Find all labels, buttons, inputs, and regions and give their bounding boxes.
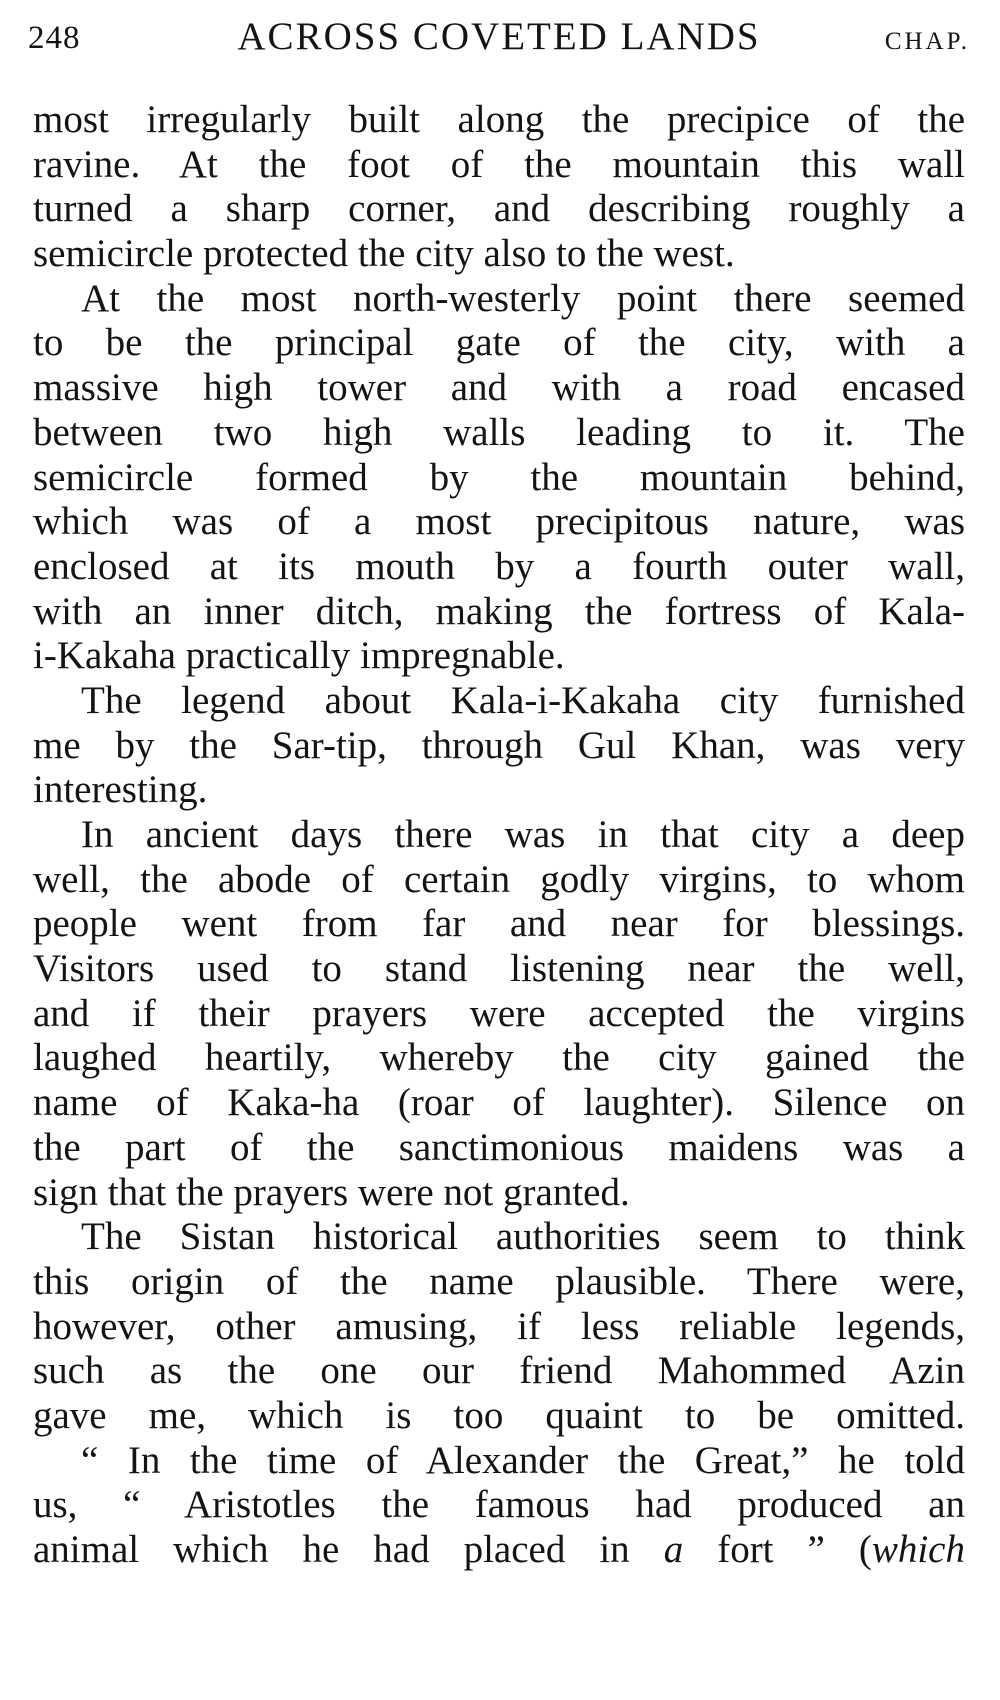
text-line: which was of a most precipitous nature, was xyxy=(33,500,965,544)
body-text xyxy=(33,98,965,1573)
chapter-label: CHAP. xyxy=(884,28,970,55)
text-line: us, “ Aristotles the famous had produced an xyxy=(33,1483,965,1527)
text-line-italic-end xyxy=(33,1528,965,1573)
text-run: animal which he had placed in xyxy=(33,1528,664,1571)
text-line: between two high walls leading to it. The xyxy=(33,410,965,454)
text-line: Visitors used to stand listening near the well, xyxy=(33,947,965,991)
text-line: the part of the sanctimonious maidens was a xyxy=(33,1125,965,1169)
text-line: me by the Sar-tip, through Gul Khan, was very xyxy=(33,723,965,767)
text-line: In ancient days there was in that city a deep xyxy=(81,813,965,856)
running-title: ACROSS COVETED LANDS xyxy=(237,15,761,58)
text-line: name of Kaka-ha (roar of laughter). Silence on xyxy=(33,1081,965,1125)
page-number: 248 xyxy=(28,20,81,56)
text-run: fort ” ( xyxy=(683,1528,872,1571)
text-line: “ In the time of Alexander the Great,” he told xyxy=(81,1438,965,1482)
text-line: The legend about Kala-i-Kakaha city furnished xyxy=(81,678,965,722)
italic-word: a xyxy=(663,1528,684,1571)
text-line: massive high tower and with a road encased xyxy=(33,366,965,410)
text-line: such as the one our friend Mahommed Azin xyxy=(33,1349,965,1393)
text-line: enclosed at its mouth by a fourth outer wall, xyxy=(33,544,965,588)
text-line: gave me, which is too quaint to be omitted. xyxy=(33,1393,965,1437)
text-line: however, other amusing, if less reliable legends, xyxy=(33,1304,965,1348)
text-line: semicircle protected the city also to the west. xyxy=(33,232,735,276)
text-line: well, the abode of certain godly virgins, to whom xyxy=(33,857,965,901)
text-line: with an inner ditch, making the fortress of Kala- xyxy=(33,589,965,633)
text-line: laughed heartily, whereby the city gained the xyxy=(33,1036,965,1080)
text-line: to be the principal gate of the city, with a xyxy=(33,321,965,365)
text-line: interesting. xyxy=(33,768,208,812)
text-line: i-Kakaha practically impregnable. xyxy=(33,634,565,678)
text-line: At the most north-westerly point there seemed xyxy=(81,276,965,320)
text-line: ravine. At the foot of the mountain this wall xyxy=(33,142,965,186)
text-line: most irregularly built along the precipice of the xyxy=(33,98,965,141)
text-line: turned a sharp corner, and describing roughly a xyxy=(33,187,965,231)
text-line: The Sistan historical authorities seem to think xyxy=(81,1215,965,1259)
page-header xyxy=(28,14,970,66)
text-line: and if their prayers were accepted the virgins xyxy=(33,991,965,1035)
text-line: sign that the prayers were not granted. xyxy=(33,1170,630,1214)
text-line: semicircle formed by the mountain behind, xyxy=(33,455,965,499)
text-line: this origin of the name plausible. There were, xyxy=(33,1259,965,1303)
text-line: people went from far and near for blessings. xyxy=(33,902,965,946)
italic-word: which xyxy=(871,1528,965,1571)
